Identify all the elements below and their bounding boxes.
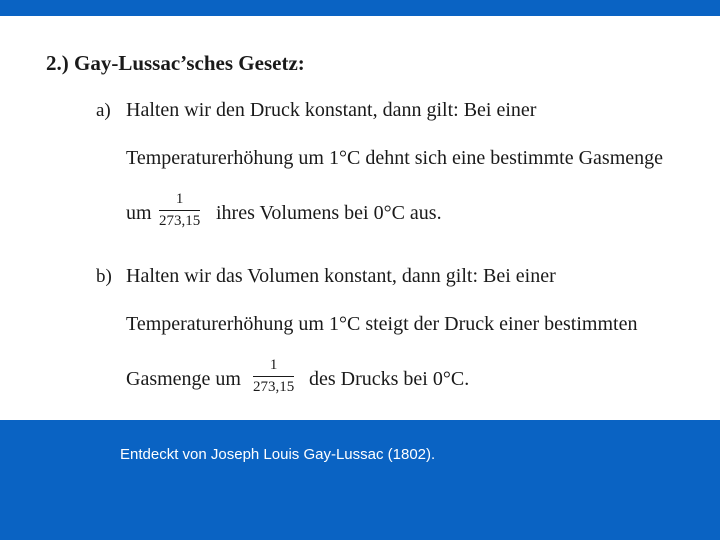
part-a-marker: a) — [96, 100, 111, 121]
part-b-line-3-prefix: Gasmenge um — [126, 368, 241, 390]
part-b-marker: b) — [96, 266, 112, 287]
footer-band — [0, 420, 720, 540]
part-a-fraction — [159, 192, 200, 229]
slide-heading: 2.) Gay-Lussac’sches Gesetz: — [46, 51, 305, 75]
part-b-line-1: Halten wir das Volumen konstant, dann gilt: Bei einer — [126, 265, 556, 287]
top-accent-bar — [0, 0, 720, 16]
part-a-line-3-suffix: ihres Volumens bei 0°C aus. — [216, 202, 442, 224]
part-a-line-2: Temperaturerhöhung um 1°C dehnt sich eine bestimmte Gasmenge — [126, 147, 664, 169]
footer-caption: Entdeckt von Joseph Louis Gay-Lussac (1802). — [120, 446, 436, 463]
part-b-numerator: 1 — [269, 357, 278, 373]
part-b-denominator: 273,15 — [253, 379, 295, 395]
part-a-numerator: 1 — [175, 191, 184, 207]
part-b-line-3-suffix: des Drucks bei 0°C. — [309, 368, 470, 390]
part-a-line-1: Halten wir den Druck konstant, dann gilt: Bei einer — [126, 99, 537, 121]
part-b-line-2: Temperaturerhöhung um 1°C steigt der Druck einer bestimmten — [126, 313, 638, 335]
part-a-line-3-prefix: um — [126, 202, 152, 224]
part-b-fraction — [253, 358, 294, 395]
part-a-denominator: 273,15 — [159, 213, 201, 229]
slide-content — [0, 16, 720, 420]
